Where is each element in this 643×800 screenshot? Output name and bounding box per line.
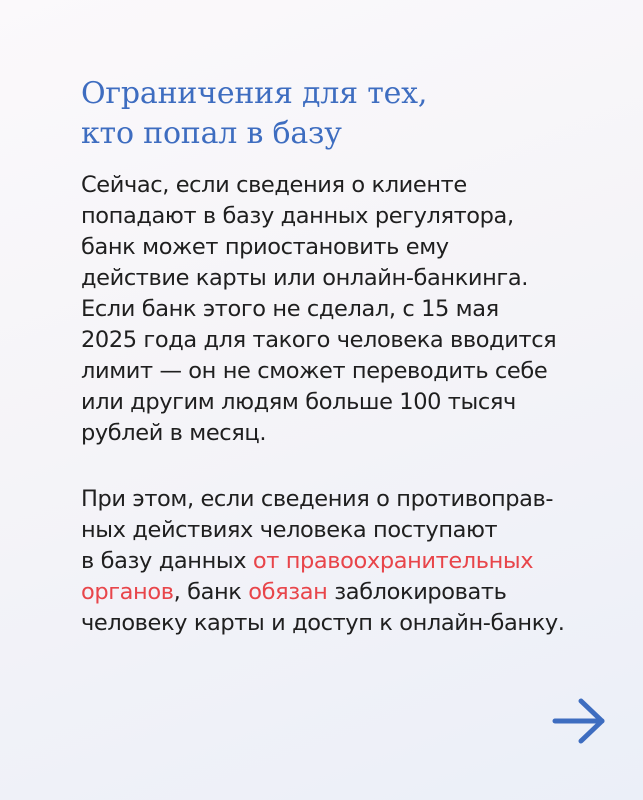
text-line: или другим людям больше 100 тысяч: [81, 389, 516, 415]
text-line: человеку карты и доступ к онлайн-банку.: [81, 610, 565, 636]
paragraph-current-rules: [81, 170, 611, 449]
text-line: действие карты или онлайн-банкинга.: [81, 265, 528, 291]
text-fragment: заблокировать: [327, 579, 507, 605]
text-line: попадают в базу данных регулятора,: [81, 203, 514, 229]
text-line: [81, 546, 611, 577]
arrow-right-icon[interactable]: [552, 697, 606, 745]
title-line: кто попал в базу: [81, 116, 342, 151]
text-line: При этом, если сведения о противоправ-: [81, 486, 554, 512]
text-line: 2025 года для такого человека вводится: [81, 327, 557, 353]
text-line: Если банк этого не сделал, с 15 мая: [81, 296, 499, 322]
text-line: [81, 577, 611, 608]
text-line: рублей в месяц.: [81, 420, 267, 446]
highlight-obliged: обязан: [248, 579, 328, 605]
paragraph-law-enforcement: [81, 484, 611, 639]
text-line: лимит — он не сможет переводить себе: [81, 358, 548, 384]
highlight-agencies: органов: [81, 579, 174, 605]
text-line: Сейчас, если сведения о клиенте: [81, 172, 467, 198]
text-fragment: , банк: [173, 579, 249, 605]
arrow-right-icon-svg: [552, 697, 606, 745]
text-fragment: в базу данных: [81, 548, 253, 574]
page-title: [81, 74, 601, 154]
title-line: Ограничения для тех,: [81, 76, 428, 111]
text-line: ных действиях человека поступают: [81, 517, 498, 543]
text-line: банк может приостановить ему: [81, 234, 449, 260]
highlight-law-enforcement: от правоохранительных: [252, 548, 534, 574]
